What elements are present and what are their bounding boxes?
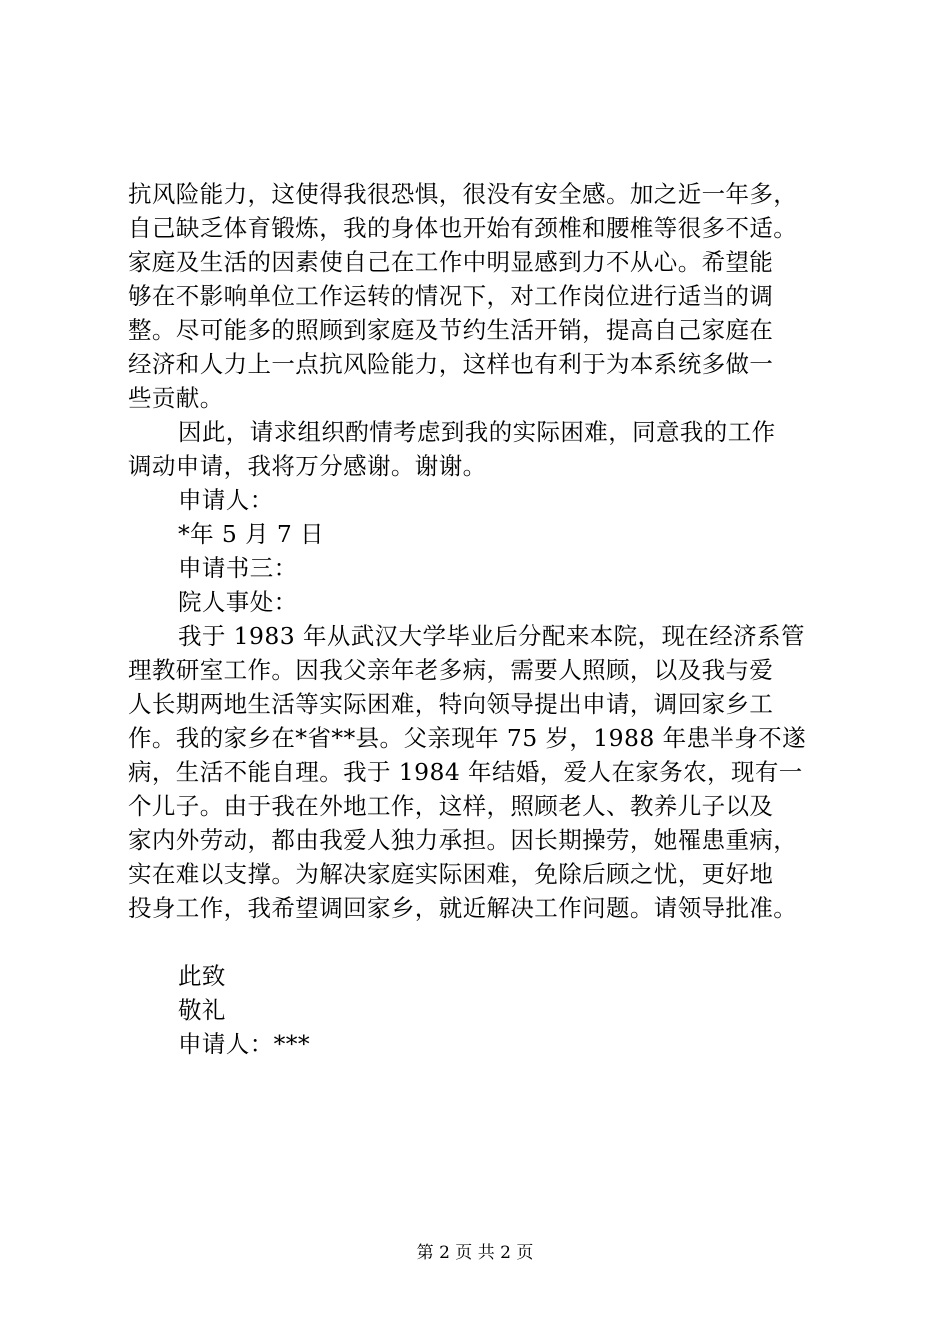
section-heading: 申请书三： bbox=[178, 554, 298, 582]
paragraph-line: 个儿子。由于我在外地工作，这样，照顾老人、教养儿子以及 bbox=[128, 792, 774, 820]
paragraph-line: 病，生活不能自理。我于 1984 年结婚，爱人在家务农，现有一 bbox=[128, 758, 803, 786]
date-line: *年 5 月 7 日 bbox=[178, 520, 325, 548]
paragraph-line: 调动申请，我将万分感谢。谢谢。 bbox=[128, 452, 487, 480]
applicant-label: 申请人： bbox=[178, 486, 274, 514]
paragraph-line: 抗风险能力，这使得我很恐惧，很没有安全感。加之近一年多， bbox=[128, 180, 798, 208]
paragraph-line: 些贡献。 bbox=[128, 384, 224, 412]
paragraph-line: 投身工作，我希望调回家乡，就近解决工作问题。请领导批准。 bbox=[128, 894, 798, 922]
closing-salute: 敬礼 bbox=[178, 996, 226, 1024]
paragraph-line: 理教研室工作。因我父亲年老多病，需要人照顾，以及我与爱 bbox=[128, 656, 774, 684]
paragraph-line: 家庭及生活的因素使自己在工作中明显感到力不从心。希望能 bbox=[128, 248, 774, 276]
paragraph-line: 经济和人力上一点抗风险能力，这样也有利于为本系统多做一 bbox=[128, 350, 774, 378]
paragraph-line: 人长期两地生活等实际困难，特向领导提出申请，调回家乡工 bbox=[128, 690, 774, 718]
paragraph-line: 自己缺乏体育锻炼，我的身体也开始有颈椎和腰椎等很多不适。 bbox=[128, 214, 798, 242]
recipient-line: 院人事处： bbox=[178, 588, 298, 616]
paragraph-line: 因此，请求组织酌情考虑到我的实际困难，同意我的工作 bbox=[178, 418, 776, 446]
paragraph-line: 我于 1983 年从武汉大学毕业后分配来本院，现在经济系管 bbox=[178, 622, 805, 650]
paragraph-line: 作。我的家乡在*省**县。父亲现年 75 岁，1988 年患半身不遂 bbox=[128, 724, 806, 752]
page-footer: 第 2 页 共 2 页 bbox=[416, 1243, 534, 1263]
paragraph-line: 家内外劳动，都由我爱人独力承担。因长期操劳，她罹患重病， bbox=[128, 826, 798, 854]
closing-line: 此致 bbox=[178, 962, 226, 990]
paragraph-line: 整。尽可能多的照顾到家庭及节约生活开销，提高自己家庭在 bbox=[128, 316, 774, 344]
paragraph-line: 实在难以支撑。为解决家庭实际困难，免除后顾之忧，更好地 bbox=[128, 860, 774, 888]
signature-line: 申请人：*** bbox=[178, 1030, 311, 1058]
paragraph-line: 够在不影响单位工作运转的情况下，对工作岗位进行适当的调 bbox=[128, 282, 774, 310]
